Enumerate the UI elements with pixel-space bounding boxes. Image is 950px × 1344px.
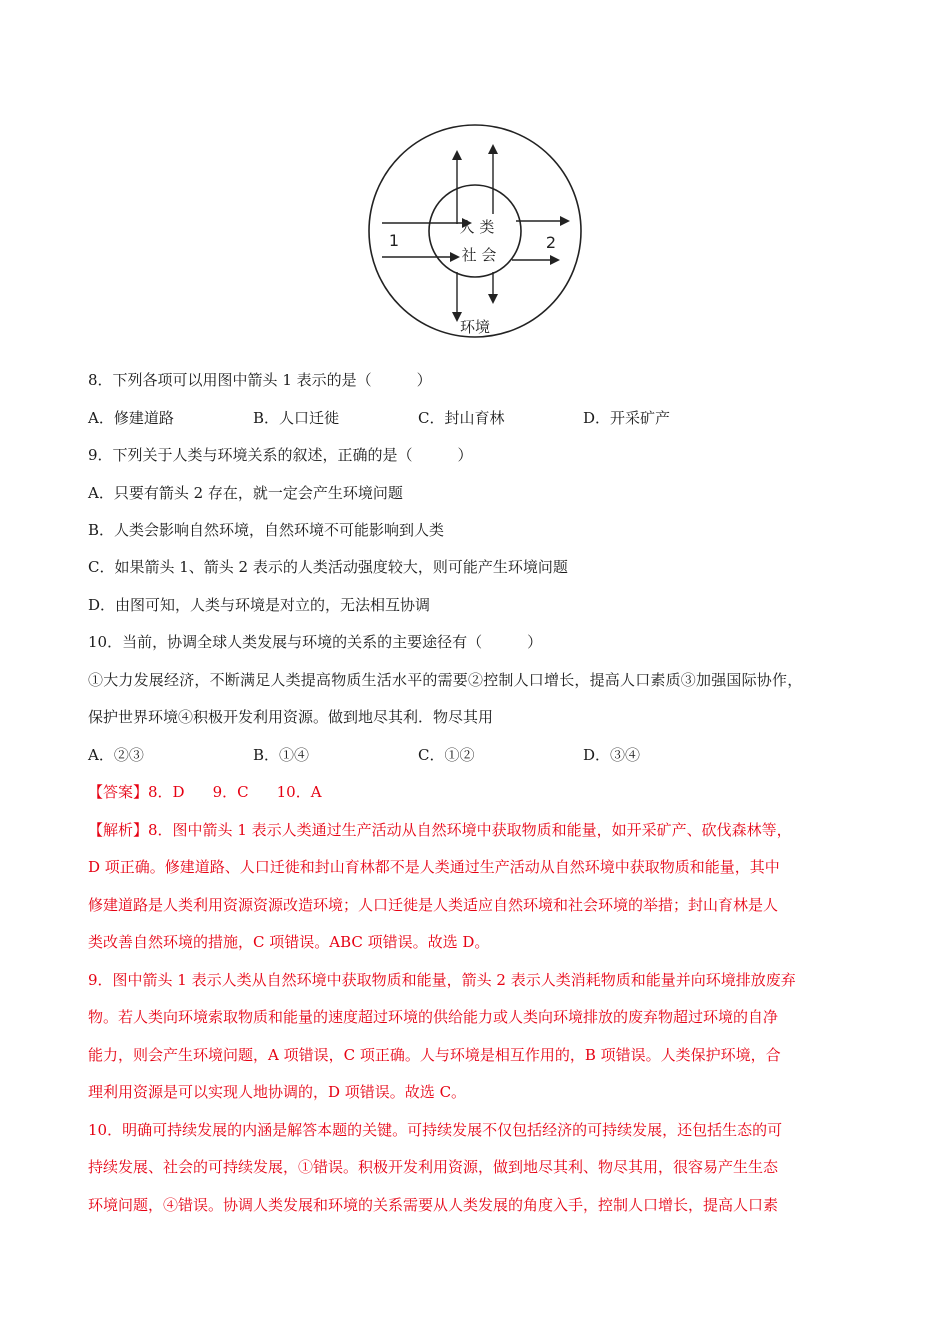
q9-option-c: C．如果箭头 1、箭头 2 表示的人类活动强度较大，则可能产生环境问题	[88, 558, 568, 576]
q8-option-b: B．人口迁徙	[253, 409, 340, 427]
q10-body-line1: ①大力发展经济，不断满足人类提高物质生活水平的需要②控制人口增长，提高人口素质③加强国际协作，	[88, 671, 803, 689]
answer-label: 【答案】	[88, 783, 149, 801]
q8-option-c: C．封山育林	[418, 409, 505, 427]
q8-options	[88, 408, 868, 428]
q8-stem: 8．下列各项可以用图中箭头 1 表示的是（ ）	[88, 371, 432, 389]
q10-option-c: C．①②	[418, 746, 475, 764]
q9-option-d: D．由图可知，人类与环境是对立的，无法相互协调	[88, 596, 431, 614]
answer-8: 8．D	[148, 783, 185, 801]
q9-option-b: B．人类会影响自然环境，自然环境不可能影响到人类	[88, 521, 445, 539]
analysis-10-line3: 环境问题，④错误。协调人类发展和环境的关系需要从人类发展的角度入手，控制人口增长，提高人口素	[88, 1196, 779, 1214]
q8-option-d: D．开采矿产	[583, 409, 671, 427]
analysis-9-line3: 能力，则会产生环境问题，A 项错误，C 项正确。人与环境是相互作用的，B 项错误。人类保护环境，合	[88, 1046, 781, 1064]
analysis-10-line1: 10．明确可持续发展的内涵是解答本题的关键。可持续发展不仅包括经济的可持续发展，还包括生态的可	[88, 1121, 783, 1139]
arrow-2-label: 2	[545, 233, 557, 252]
q10-option-a: A．②③	[88, 746, 144, 764]
analysis-9-line4: 理利用资源是可以实现人地协调的，D 项错误。故选 C。	[88, 1083, 467, 1101]
answer-line	[88, 782, 322, 802]
q10-stem: 10．当前，协调全球人类发展与环境的关系的主要途径有（ ）	[88, 633, 543, 651]
arrow-1-label: 1	[388, 231, 400, 250]
inner-label-line2: 社 会	[461, 246, 497, 264]
q9-option-a: A．只要有箭头 2 存在，就一定会产生环境问题	[88, 484, 403, 502]
analysis-8-text: 8．图中箭头 1 表示人类通过生产活动从自然环境中获取物质和能量，如开采矿产、砍伐森林等，	[148, 821, 792, 839]
analysis-9-line2: 物。若人类向环境索取物质和能量的速度超过环境的供给能力或人类向环境排放的废弃物超过环境的自净	[88, 1008, 779, 1026]
analysis-8-line2: D 项正确。修建道路、人口迁徙和封山育林都不是人类通过生产活动从自然环境中获取物质和能量，其中	[88, 858, 780, 876]
q10-option-b: B．①④	[253, 746, 310, 764]
answer-9: 9．C	[212, 783, 249, 801]
q9-stem: 9．下列关于人类与环境关系的叙述，正确的是（ ）	[88, 446, 473, 464]
q8-option-a: A．修建道路	[88, 409, 174, 427]
analysis-8-line3: 修建道路是人类利用资源资源改造环境；人口迁徙是人类适应自然环境和社会环境的举措；封山育林是人	[88, 896, 779, 914]
analysis-10-line2: 持续发展、社会的可持续发展，①错误。积极开发利用资源，做到地尽其利、物尽其用，很容易产生生态	[88, 1158, 779, 1176]
analysis-9-line1: 9．图中箭头 1 表示人类从自然环境中获取物质和能量，箭头 2 表示人类消耗物质和能量并向环境排放废弃	[88, 971, 796, 989]
diagram-svg	[360, 124, 590, 344]
analysis-label: 【解析】	[88, 821, 149, 839]
q10-options	[88, 745, 868, 765]
analysis-8-line1	[88, 820, 792, 840]
q10-body-line2: 保护世界环境④积极开发利用资源。做到地尽其利．物尽其用	[88, 708, 494, 726]
q10-option-d: D．③④	[583, 746, 641, 764]
environment-label: 环境	[459, 318, 491, 336]
answer-10: 10．A	[276, 783, 322, 801]
human-environment-diagram	[360, 124, 590, 344]
inner-label-line1: 人 类	[459, 218, 495, 236]
analysis-8-line4: 类改善自然环境的措施，C 项错误。ABC 项错误。故选 D。	[88, 933, 490, 951]
